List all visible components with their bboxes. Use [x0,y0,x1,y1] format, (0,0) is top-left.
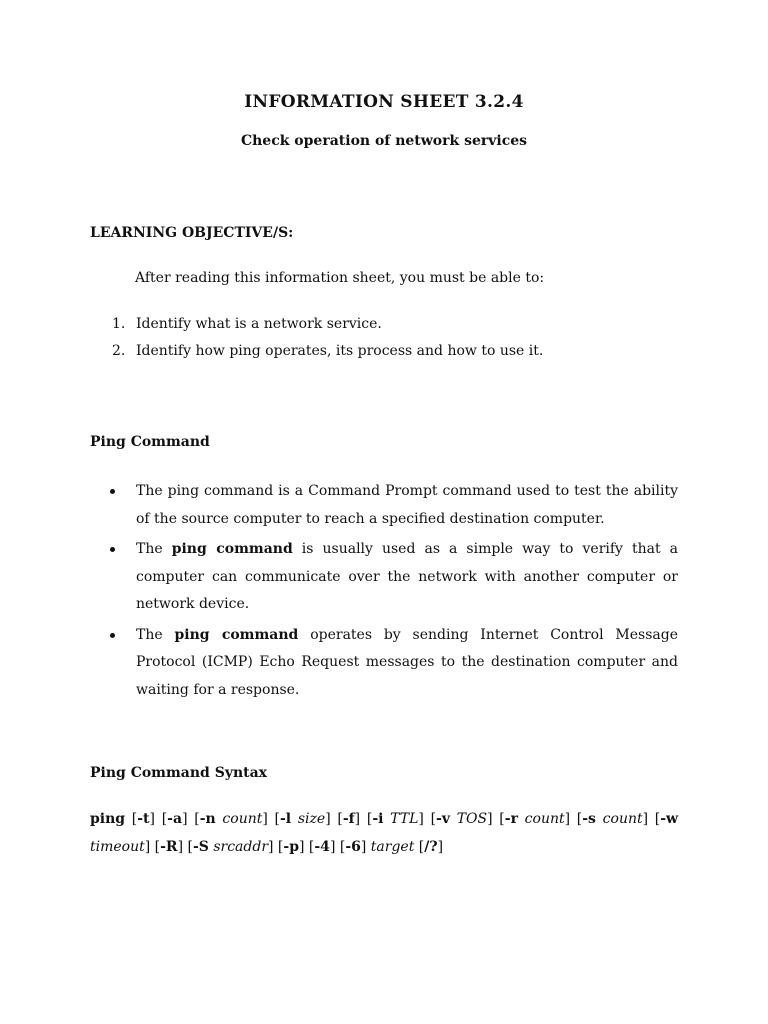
syntax-text [596,811,603,827]
ping-command-heading: Ping Command [90,434,210,450]
syntax-text: ] [ [564,811,583,827]
syntax-text: ] [ [268,839,284,855]
syntax-parameter: count [524,811,565,827]
bullet-item [110,536,678,619]
syntax-switch: -w [660,811,679,827]
syntax-parameter: size [297,811,326,827]
bullet-item [110,478,678,533]
syntax-switch: -4 [314,839,330,855]
syntax-switch: -n [199,811,216,827]
objective-number: 2. [112,343,126,359]
syntax-switch: -s [582,811,596,827]
objectives-heading: LEARNING OBJECTIVE/S: [90,225,294,241]
syntax-text: ] [ [144,839,161,855]
syntax-switch: -S [192,839,209,855]
syntax-parameter: target [370,839,415,855]
bullet-text-post: is usually used as a simple way to verify that a computer can communicate over the network with another computer or network device. [136,541,678,612]
syntax-text: ] [ [354,811,373,827]
bullet-text-bold: ping command [171,541,293,557]
syntax-text: [ [125,811,138,827]
syntax-switch: -r [504,811,518,827]
syntax-text: ] [ [182,811,200,827]
syntax-switch: -a [167,811,183,827]
syntax-switch: -f [342,811,355,827]
syntax-text [450,811,457,827]
bullet-text: The ping command is a Command Prompt command used to test the ability of the source computer to reach a specified destination computer. [136,483,678,527]
syntax-switch: -t [137,811,150,827]
bullet-text-bold: ping command [174,626,299,643]
syntax-switch: -6 [345,839,361,855]
syntax-text: ] [ [329,839,346,855]
syntax-line [90,805,678,861]
syntax-text: ] [360,839,371,855]
bullet-text-post: operates by sending Internet Control Message Protocol (ICMP) Echo Request messages to the destination computer and waiting for a response. [136,626,678,698]
syntax-parameter: timeout [90,839,145,855]
syntax-text [291,811,298,827]
syntax-text [518,811,525,827]
syntax-switch: -v [436,811,450,827]
syntax-text: [ [414,839,425,855]
page-title: INFORMATION SHEET 3.2.4 [244,92,524,112]
syntax-parameter: count [602,811,643,827]
objective-number: 1. [112,316,126,332]
syntax-text: ] [ [487,811,505,827]
syntax-parameter: count [222,811,263,827]
syntax-text: ] [ [177,839,193,855]
syntax-text: ] [ [299,839,315,855]
syntax-parameter: TTL [390,811,419,827]
syntax-text: ] [ [325,811,343,827]
syntax-switch: ping [90,811,126,827]
syntax-parameter: TOS [456,811,488,827]
syntax-text: ] [437,839,444,855]
ping-command-bullet-list [110,478,678,707]
syntax-switch: /? [424,839,438,855]
objectives-intro: After reading this information sheet, you must be able to: [135,270,545,286]
objective-item [112,316,382,332]
syntax-switch: -i [372,811,384,827]
objective-text: Identify what is a network service. [136,316,382,332]
syntax-switch: -p [283,839,299,855]
syntax-switch: -l [280,811,292,827]
bullet-item [110,622,678,705]
bullet-icon [110,633,115,638]
syntax-switch: -R [160,839,178,855]
bullet-icon [110,489,115,494]
syntax-text: ] [ [418,811,437,827]
bullet-text-pre: The [136,626,175,643]
syntax-parameter: srcaddr [213,839,269,855]
syntax-text: ] [ [149,811,168,827]
page-subtitle: Check operation of network services [240,133,528,149]
syntax-heading: Ping Command Syntax [90,765,268,781]
bullet-icon [110,547,115,552]
syntax-text: ] [ [642,811,661,827]
objective-item [112,343,543,359]
syntax-text: ] [ [262,811,280,827]
objective-text: Identify how ping operates, its process and how to use it. [136,343,544,359]
bullet-text-pre: The [136,541,172,557]
